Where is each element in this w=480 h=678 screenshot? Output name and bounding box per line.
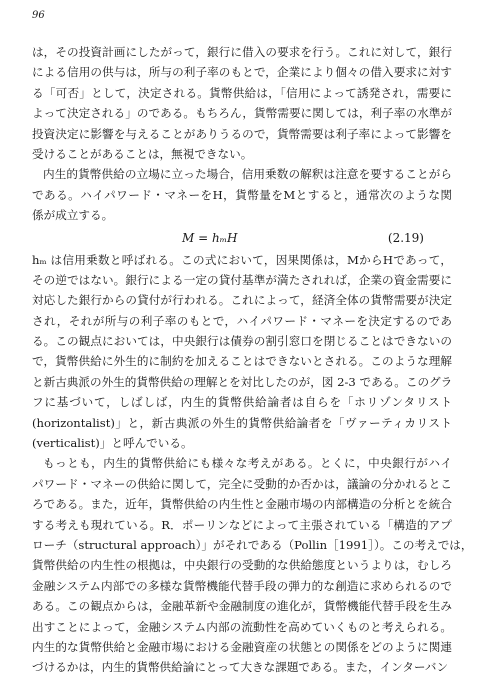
text-line: 内生的貨幣供給の立場に立った場合，信用乗数の解釈は注意を要することがら bbox=[43, 167, 452, 182]
text-line: る。この観点においては，中央銀行は債券の割引窓口を閉じることはできないの bbox=[32, 334, 452, 349]
text-line: は，その投資計画にしたがって，銀行に借入の要求を行う。これに対して，銀行 bbox=[32, 45, 452, 59]
text-line: その逆ではない。銀行による一定の貸付基準が満たされれば，企業の資金需要に bbox=[32, 272, 452, 287]
equation bbox=[32, 226, 452, 250]
text-line: (verticalist)」と呼んでいる。 bbox=[32, 436, 193, 451]
paragraph bbox=[32, 164, 452, 225]
text-line: され，それが所与の利子率のもとで，ハイパワード・マネーを決定するのであ bbox=[32, 313, 452, 328]
text-line: hₘ は信用乗数と呼ばれる。この式において，因果関係は，MからHであって， bbox=[32, 252, 452, 267]
equation-body: M = hₘH bbox=[182, 230, 238, 245]
text-line: 対応した銀行からの貸付が行われる。これによって，経済全体の貨幣需要が決定 bbox=[32, 293, 452, 308]
text-line: 投資決定に影響を与えることがありうるので，貨幣需要は利子率によって影響を bbox=[32, 126, 452, 141]
text-line: で，貨幣供給に外生的に制約を加えることはできないとされる。このような理解 bbox=[32, 354, 452, 369]
text-line: ローチ（structural approach）」がそれである（Pollin［1991］）。この考えでは， bbox=[32, 537, 473, 552]
text-line: よって決定される」のである。もちろん，貨幣需要に関しては，利子率の水準が bbox=[32, 106, 452, 121]
text-line: (horizontalist)」と，新古典派の外生的貨幣供給論者を「ヴァーティカリスト bbox=[32, 415, 452, 430]
text-line: 係が成立する。 bbox=[32, 208, 114, 223]
text-line: もっとも，内生的貨幣供給にも様々な考えがある。とくに，中央銀行がハイ bbox=[43, 456, 452, 471]
text-line: ある。この観点からは，金融革新や金融制度の進化が，貨幣機能代替手段を生み bbox=[32, 599, 452, 614]
text-line: 内生的な貨幣供給と金融市場における金融資産の状態との関係をどのように関連 bbox=[32, 639, 452, 654]
text-line: 出すことによって，金融システム内部の流動性を高めていくものと考えられる。 bbox=[32, 619, 452, 634]
body-text bbox=[32, 42, 473, 678]
text-line: である。ハイパワード・マネーをH，貨幣量をMとすると，通常次のような関 bbox=[32, 187, 452, 202]
text-line: による信用の供与は，所与の利子率のもとで，企業により個々の借入要求に対す bbox=[32, 65, 452, 80]
paragraph bbox=[32, 42, 452, 164]
text-line: フに基づいて，しばしば，内生的貨幣供給論者は自らを「ホリゾンタリスト bbox=[32, 395, 452, 410]
paragraphs-after bbox=[32, 250, 473, 678]
paragraphs-before bbox=[32, 42, 452, 226]
text-line: 受けることがあることは，無視できない。 bbox=[32, 146, 253, 161]
text-line: ろである。また，近年，貨幣供給の内生性と金融市場の内部構造の分析とを統合 bbox=[32, 497, 452, 512]
text-line: パワード・マネーの供給に関して，完全に受動的か否かは，議論の分かれるとこ bbox=[32, 476, 452, 491]
text-line: と新古典派の外生的貨幣供給の理解とを対比したのが，図 2-3 である。このグラ bbox=[32, 374, 453, 389]
text-line: 金融システム内部での多様な貨幣機能代替手段の弾力的な創造に求められるので bbox=[32, 578, 452, 593]
text-line: 貨幣供給の内生性の根拠は，中央銀行の受動的な供給態度というよりは，むしろ bbox=[32, 558, 452, 573]
paragraph bbox=[32, 250, 452, 454]
text-line: する考えも現れている。R．ポーリンなどによって主張されている「構造的アプ bbox=[32, 517, 452, 532]
page-number: 96 bbox=[32, 10, 45, 21]
equation-number: (2.19) bbox=[387, 230, 424, 245]
text-line: づけるかは，内生的貨幣供給論にとって大きな課題である。また，インターバン bbox=[32, 660, 449, 675]
text-line: る「可否」として，決定される。貨幣供給は，「信用によって誘発され，需要に bbox=[32, 85, 452, 100]
paragraph bbox=[32, 453, 473, 677]
